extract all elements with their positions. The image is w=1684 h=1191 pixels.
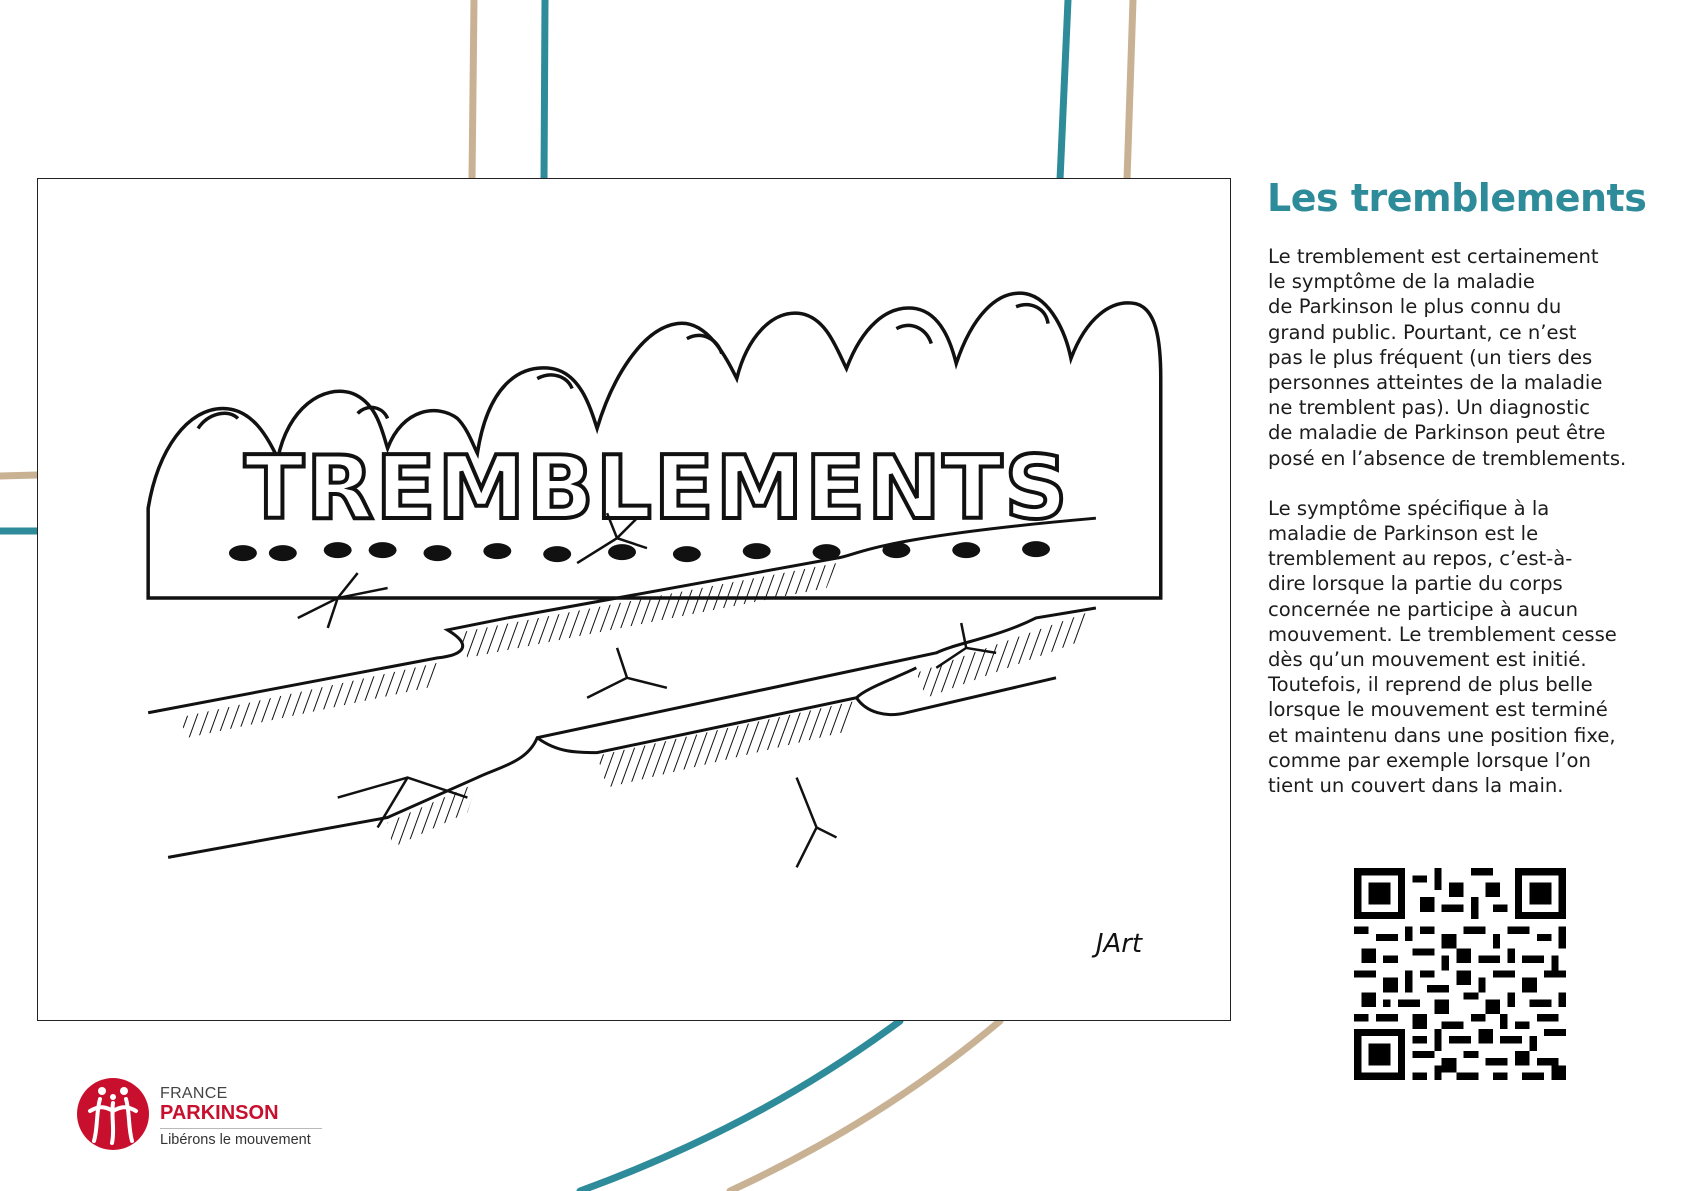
logo-divider bbox=[160, 1128, 322, 1129]
fissure-hatching bbox=[178, 563, 1086, 847]
france-parkinson-logo-icon bbox=[76, 1077, 150, 1151]
logo-parkinson: PARKINSON bbox=[160, 1102, 279, 1124]
france-parkinson-logo[interactable] bbox=[76, 1075, 336, 1155]
description-text bbox=[1268, 244, 1678, 823]
page-title: Les tremblements bbox=[1267, 176, 1647, 220]
paragraph-1: Le tremblement est certainement le symptôme de la maladie de Parkinson le plus connu du grand public. Pourtant, ce n’est pas le plus fréquent (un tiers des personnes atteintes de la maladie ne tremblent pas). Un diagnostic de maladie de Parkinson peut être posé en l’absence de tremblements. bbox=[1268, 245, 1627, 470]
cartoon-illustration bbox=[37, 178, 1231, 1021]
logo-tagline: Libérons le mouvement bbox=[160, 1132, 311, 1148]
paragraph-2: Le symptôme spécifique à la maladie de Parkinson est le tremblement au repos, c’est-à- dire lorsque la partie du corps concernée ne participe à aucun mouvement. Le tremblement cesse dès qu’un mouvement est initié. Toutefois, il reprend de plus belle lorsque le mouvement est terminé et maintenu dans une position fixe, comme par exemple lorsque l’on tient un couvert dans la main. bbox=[1268, 496, 1617, 798]
qr-code-icon[interactable] bbox=[1354, 868, 1566, 1080]
lettering-tremblements: TREMBLEMENTS bbox=[244, 437, 1070, 540]
tremblements-cartoon bbox=[38, 179, 1230, 1020]
logo-france: FRANCE bbox=[160, 1085, 228, 1102]
artist-signature: JArt bbox=[1095, 929, 1143, 960]
